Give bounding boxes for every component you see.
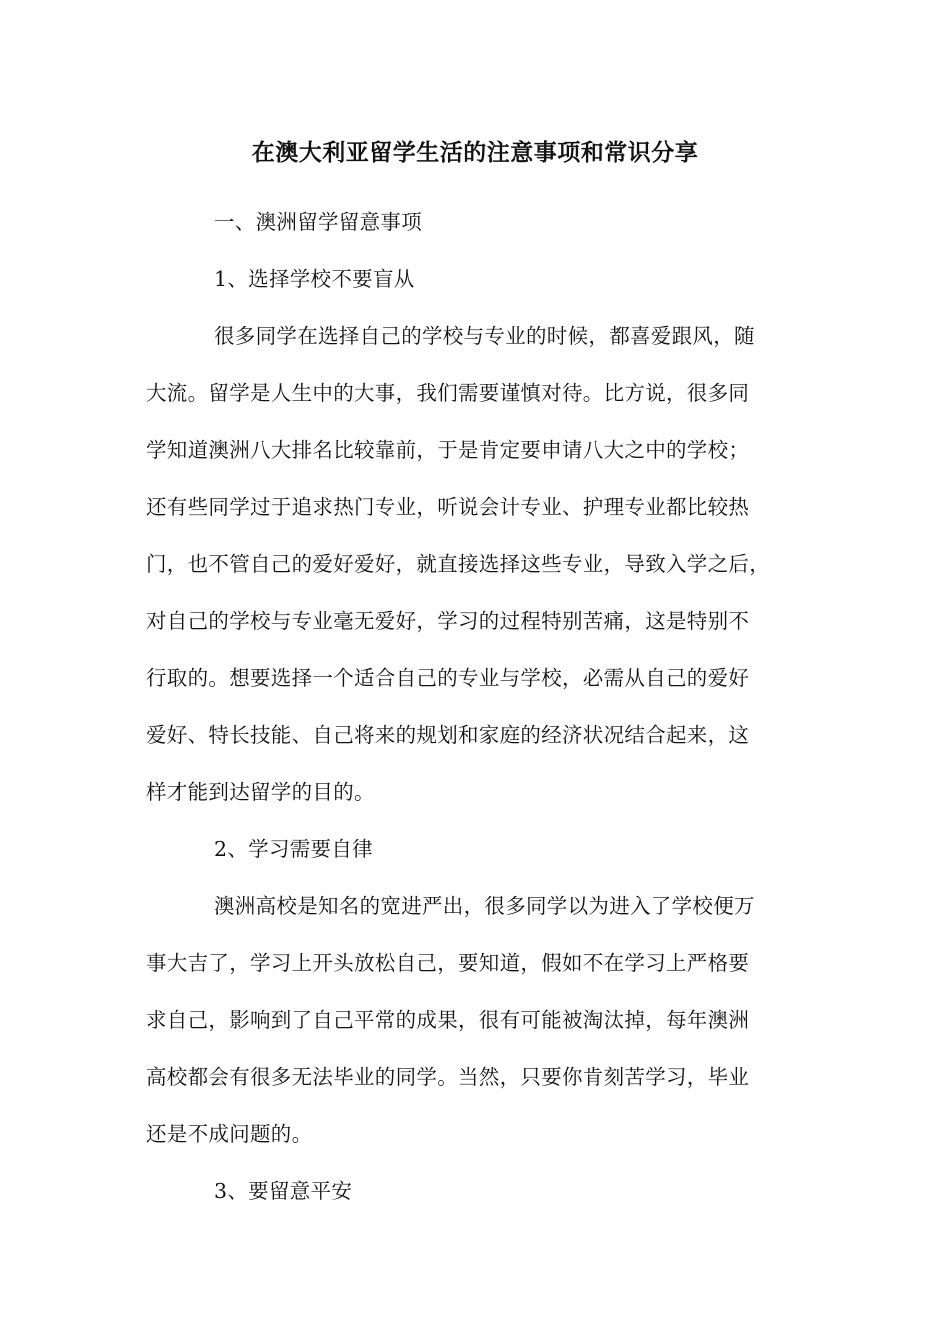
paragraph-1-line: 大流。留学是人生中的大事，我们需要谨慎对待。比方说，很多同 (146, 381, 750, 405)
paragraph-1-line: 还有些同学过于追求热门专业，听说会计专业、护理专业都比较热 (146, 495, 750, 519)
paragraph-1-line: 门，也不管自己的爱好爱好，就直接选择这些专业，导致入学之后， (146, 552, 770, 576)
paragraph-1-line: 样才能到达留学的目的。 (146, 780, 375, 804)
paragraph-1-line: 行取的。想要选择一个适合自己的专业与学校，必需从自己的爱好 (146, 666, 750, 690)
paragraph-1-line: 对自己的学校与专业毫无爱好，学习的过程特别苦痛，这是特别不 (146, 609, 750, 633)
paragraph-2-line: 澳洲高校是知名的宽进严出，很多同学以为进入了学校便万 (214, 894, 755, 918)
subsection-2-heading: 2、学习需要自律 (214, 837, 373, 861)
paragraph-2-line: 高校都会有很多无法毕业的同学。当然，只要你肯刻苦学习，毕业 (146, 1065, 750, 1089)
subsection-3-heading: 3、要留意平安 (214, 1179, 353, 1203)
paragraph-1-line: 很多同学在选择自己的学校与专业的时候，都喜爱跟风，随 (214, 324, 755, 348)
paragraph-2-line: 事大吉了，学习上开头放松自己，要知道，假如不在学习上严格要 (146, 951, 750, 975)
document-title: 在澳大利亚留学生活的注意事项和常识分享 (251, 139, 699, 166)
paragraph-2-line: 还是不成问题的。 (146, 1122, 313, 1146)
section-heading: 一、澳洲留学留意事项 (214, 210, 422, 234)
paragraph-1-line: 学知道澳洲八大排名比较靠前，于是肯定要申请八大之中的学校； (146, 438, 750, 462)
subsection-1-heading: 1、选择学校不要盲从 (214, 267, 415, 291)
paragraph-1-line: 爱好、特长技能、自己将来的规划和家庭的经济状况结合起来，这 (146, 723, 750, 747)
paragraph-2-line: 求自己，影响到了自己平常的成果，很有可能被淘汰掉，每年澳洲 (146, 1008, 750, 1032)
